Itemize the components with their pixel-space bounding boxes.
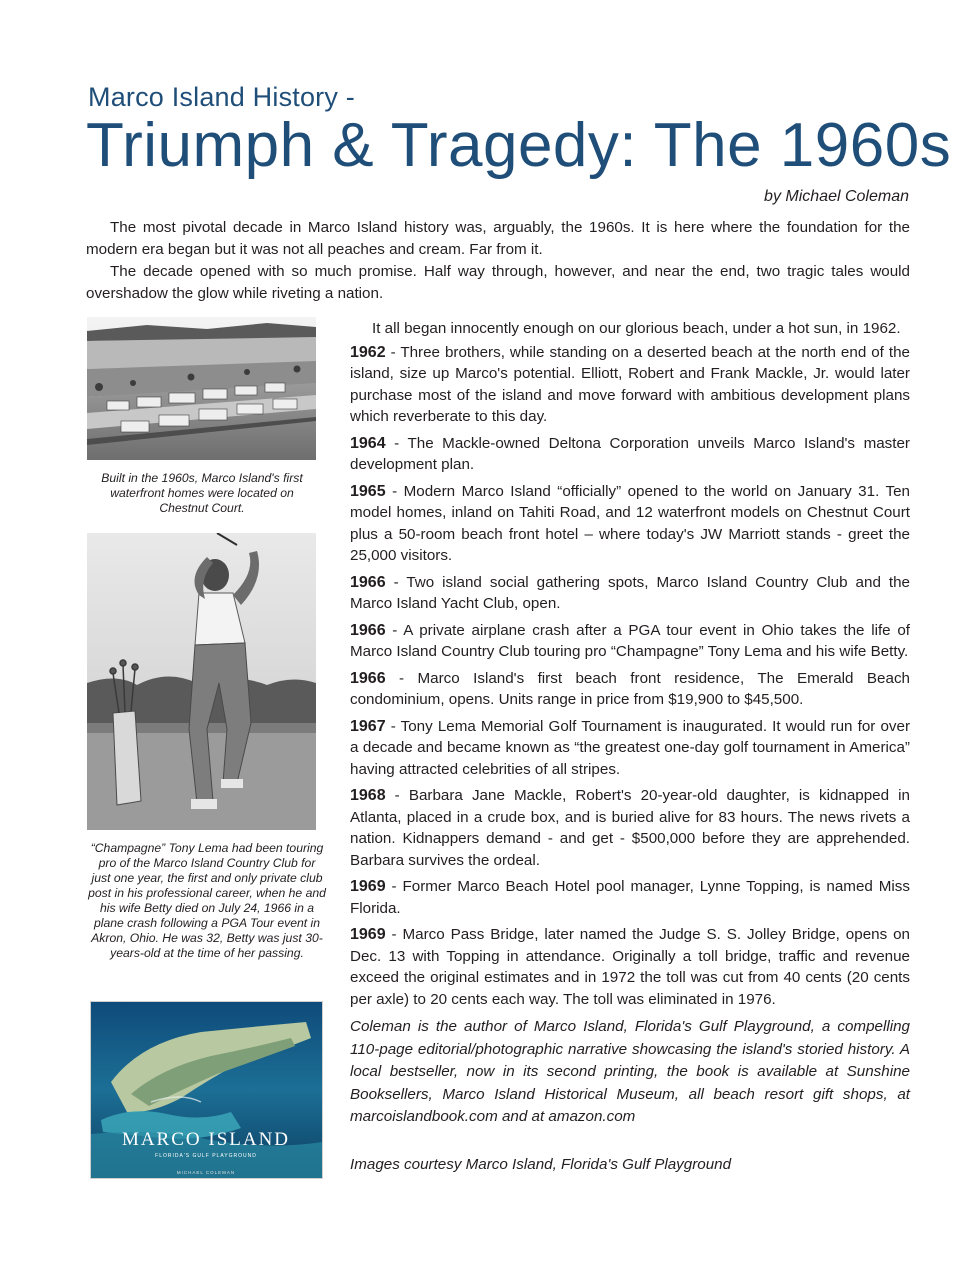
timeline-entry xyxy=(350,572,910,615)
series-kicker: Marco Island History - xyxy=(88,82,355,112)
timeline-entry xyxy=(350,668,910,711)
timeline-entry xyxy=(350,620,910,663)
timeline-text: - Former Marco Beach Hotel pool manager, Lynne Topping, is named Miss Florida. xyxy=(350,878,910,917)
timeline-column xyxy=(350,318,910,1015)
timeline-text: - Tony Lema Memorial Golf Tournament is inaugurated. It would run for over a decade and became known as “the greatest one-day golf tournament in America” having attracted celebrities of all stripes. xyxy=(350,717,910,778)
timeline-year: 1968 xyxy=(350,787,386,804)
timeline-text: - Modern Marco Island “officially” opened to the world on January 31. Ten model homes, inland on Tahiti Road, and 12 waterfront models on Chestnut Court plus a 50-room beach front hotel – where today's JW Marriott stands - greet the 25,000 visitors. xyxy=(350,482,910,564)
waterfront-homes-caption: Built in the 1960s, Marco Island's first waterfront homes were located on Chestnut Court. xyxy=(101,471,303,515)
timeline-text: - Two island social gathering spots, Marco Island Country Club and the Marco Island Yacht Club, open. xyxy=(350,573,910,612)
tony-lema-photo xyxy=(87,533,316,830)
intro-text xyxy=(86,217,910,305)
timeline-text: - Three brothers, while standing on a deserted beach at the north end of the island, size up Marco's potential. Elliott, Robert and Frank Mackle, Jr. would later purchase most of the island and move forward with ambitious development plans which reverberate to this day. xyxy=(350,343,910,425)
timeline-entry xyxy=(350,433,910,476)
intro-paragraph: The most pivotal decade in Marco Island history was, arguably, the 1960s. It is here where the foundation for the modern era began but it was not all peaches and cream. Far from it. xyxy=(86,219,910,258)
timeline-year: 1969 xyxy=(350,926,386,943)
book-cover-title: MARCO ISLAND xyxy=(121,1129,291,1150)
timeline-lead: It all began innocently enough on our glorious beach, under a hot sun, in 1962. xyxy=(372,320,901,337)
timeline-entry xyxy=(350,342,910,428)
timeline-text: - Marco Island's first beach front residence, The Emerald Beach condominium, opens. Units range in price from $19,900 to $45,500. xyxy=(350,669,910,708)
timeline-text: - The Mackle-owned Deltona Corporation unveils Marco Island's master development plan. xyxy=(350,434,910,473)
timeline-year: 1966 xyxy=(350,669,386,687)
timeline-year: 1966 xyxy=(350,621,386,639)
timeline-entry xyxy=(350,924,910,1010)
timeline-year: 1967 xyxy=(350,717,386,735)
images-credit: Images courtesy Marco Island, Florida's Gulf Playground xyxy=(350,1156,732,1173)
timeline-entry xyxy=(350,876,910,919)
timeline-entry xyxy=(350,716,910,781)
intro-paragraph: The decade opened with so much promise. Half way through, however, and near the end, two tragic tales would overshadow the glow while riveting a nation. xyxy=(86,263,910,302)
waterfront-homes-photo xyxy=(87,317,316,460)
book-cover-image xyxy=(90,1001,323,1179)
author-note: Coleman is the author of Marco Island, Florida's Gulf Playground, a compelling 110-page editorial/photographic narrative showcasing the island's storied history. A local bestseller, now in its second printing, the book is available at Sunshine Booksellers, Marco Island Historical Museum, all beach resort gift shops, at marcoislandbook.com and at amazon.com xyxy=(350,1018,910,1125)
timeline-entry xyxy=(350,481,910,567)
timeline-year: 1964 xyxy=(350,434,386,452)
timeline-year: 1962 xyxy=(350,343,386,361)
article-title: Triumph & Tragedy: The 1960s xyxy=(86,111,952,180)
book-cover-subtitle: FLORIDA'S GULF PLAYGROUND xyxy=(155,1153,257,1159)
timeline-text: - Marco Pass Bridge, later named the Judge S. S. Jolley Bridge, opens on Dec. 13 with Topping in attendance. Originally a toll bridge, traffic and revenue exceed the original estimates and in 1972 the toll was cut from 40 cents (20 cents per axle) to 20 cents each way. The toll was eliminated in 1976. xyxy=(350,926,910,1008)
book-cover-author: MICHAEL COLEMAN xyxy=(176,1170,236,1175)
timeline-entry xyxy=(350,785,910,871)
timeline-year: 1969 xyxy=(350,878,386,895)
timeline-text: - A private airplane crash after a PGA tour event in Ohio takes the life of Marco Island Country Club touring pro “Champagne” Tony Lema and his wife Betty. xyxy=(350,621,910,660)
timeline-year: 1966 xyxy=(350,573,386,591)
byline: by Michael Coleman xyxy=(764,188,909,205)
timeline-year: 1965 xyxy=(350,482,386,500)
tony-lema-caption: “Champagne” Tony Lema had been touring pro of the Marco Island Country Club for just one year, the first and only private club post in his professional career, when he and his wife Betty died on July 24, 1966 in a plane crash following a PGA Tour event in Akron, Ohio. He was 32, Betty was just 30-years-old at the time of her passing. xyxy=(88,841,326,960)
timeline-text: - Barbara Jane Mackle, Robert's 20-year-old daughter, is kidnapped in Atlanta, placed in a crude box, and is buried alive for 83 hours. The news rivets a nation. Kidnappers demand - and get - $500,000 before they are apprehended. Barbara survives the ordeal. xyxy=(350,787,910,869)
